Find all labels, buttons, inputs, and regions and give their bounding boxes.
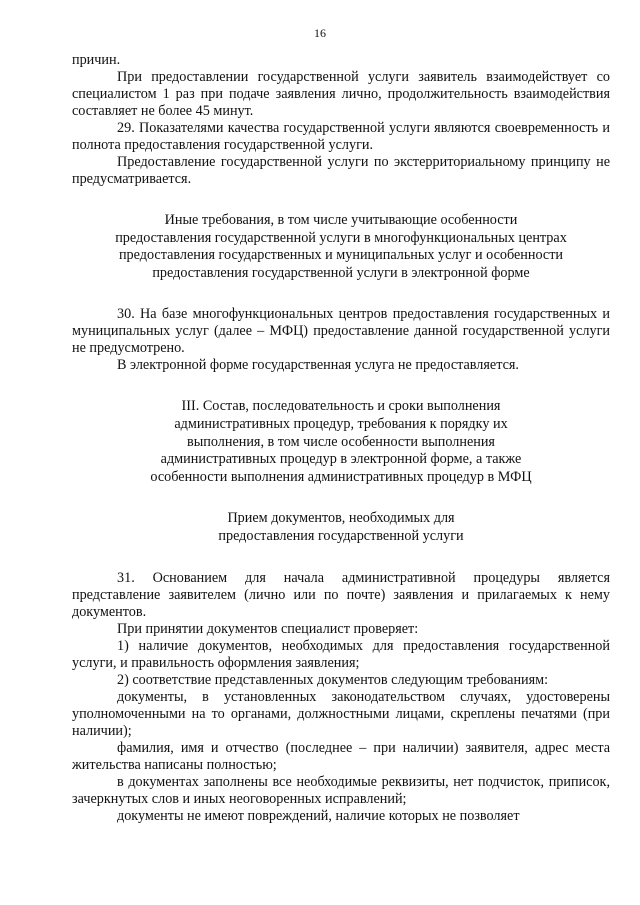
section-heading-line: III. Состав, последовательность и сроки выполнения bbox=[181, 398, 501, 415]
section-heading-line: предоставления государственной услуги bbox=[218, 527, 464, 544]
section-spacer bbox=[72, 282, 610, 306]
section-heading bbox=[72, 212, 610, 282]
section-heading-line: предоставления государственной услуги в многофункциональных центрах bbox=[115, 229, 567, 246]
paragraph: 31. Основанием для начала административной процедуры является представление заявителем (лично или по почте) заявления и прилагаемых к нему документов. bbox=[72, 569, 610, 620]
paragraph: причин. bbox=[72, 52, 121, 68]
paragraph: документы, в установленных законодательством случаях, удостоверены уполномоченными на то органами, должностными лицами, скреплены печатями (при наличии); bbox=[72, 688, 610, 739]
section-spacer bbox=[72, 374, 610, 398]
section-spacer bbox=[72, 188, 610, 212]
section-spacer bbox=[72, 546, 610, 570]
paragraph: фамилия, имя и отчество (последнее – при наличии) заявителя, адрес места жительства написаны полностью; bbox=[72, 739, 610, 773]
paragraph: 2) соответствие представленных документов следующим требованиям: bbox=[117, 671, 549, 688]
paragraph: в документах заполнены все необходимые реквизиты, нет подчисток, приписок, зачеркнутых слов и иных неоговоренных исправлений; bbox=[72, 773, 610, 807]
paragraph: При принятии документов специалист проверяет: bbox=[117, 620, 419, 637]
section-heading-line: особенности выполнения административных процедур в МФЦ bbox=[150, 468, 532, 485]
section-heading-line: административных процедур, требования к порядку их bbox=[174, 415, 508, 432]
section-heading-line: предоставления государственной услуги в электронной форме bbox=[152, 264, 530, 281]
section-heading bbox=[72, 398, 610, 486]
section-heading-line: выполнения, в том числе особенности выполнения bbox=[187, 433, 495, 450]
page-number: 16 bbox=[314, 26, 326, 40]
paragraph: документы не имеют повреждений, наличие которых не позволяет bbox=[117, 807, 520, 824]
paragraph: При предоставлении государственной услуги заявитель взаимодействует со специалистом 1 раз при подаче заявления лично, продолжительность взаимодействия составляет не более 45 минут. bbox=[72, 69, 610, 119]
section-heading-line: Прием документов, необходимых для bbox=[227, 510, 455, 527]
section-heading-line: Иные требования, в том числе учитывающие особенности bbox=[164, 212, 518, 228]
section-heading-line: административных процедур в электронной форме, а также bbox=[160, 451, 522, 468]
section-heading-line: предоставления государственных и муниципальных услуг и особенности bbox=[118, 247, 564, 264]
paragraph: 30. На базе многофункциональных центров предоставления государственных и муниципальных услуг (далее – МФЦ) предоставление данной государственной услуги не предусмотрено. bbox=[72, 306, 610, 357]
section-heading bbox=[72, 510, 610, 545]
paragraph: 29. Показателями качества государственной услуги являются своевременность и полнота предоставления государственной услуги. bbox=[72, 120, 610, 153]
section-spacer bbox=[72, 486, 610, 510]
document-body bbox=[72, 52, 610, 825]
paragraph: 1) наличие документов, необходимых для предоставления государственной услуги, и правильность оформления заявления; bbox=[72, 637, 610, 671]
paragraph: Предоставление государственной услуги по экстерриториальному принципу не предусматривается. bbox=[72, 154, 610, 187]
paragraph: В электронной форме государственная услуга не предоставляется. bbox=[117, 357, 519, 374]
